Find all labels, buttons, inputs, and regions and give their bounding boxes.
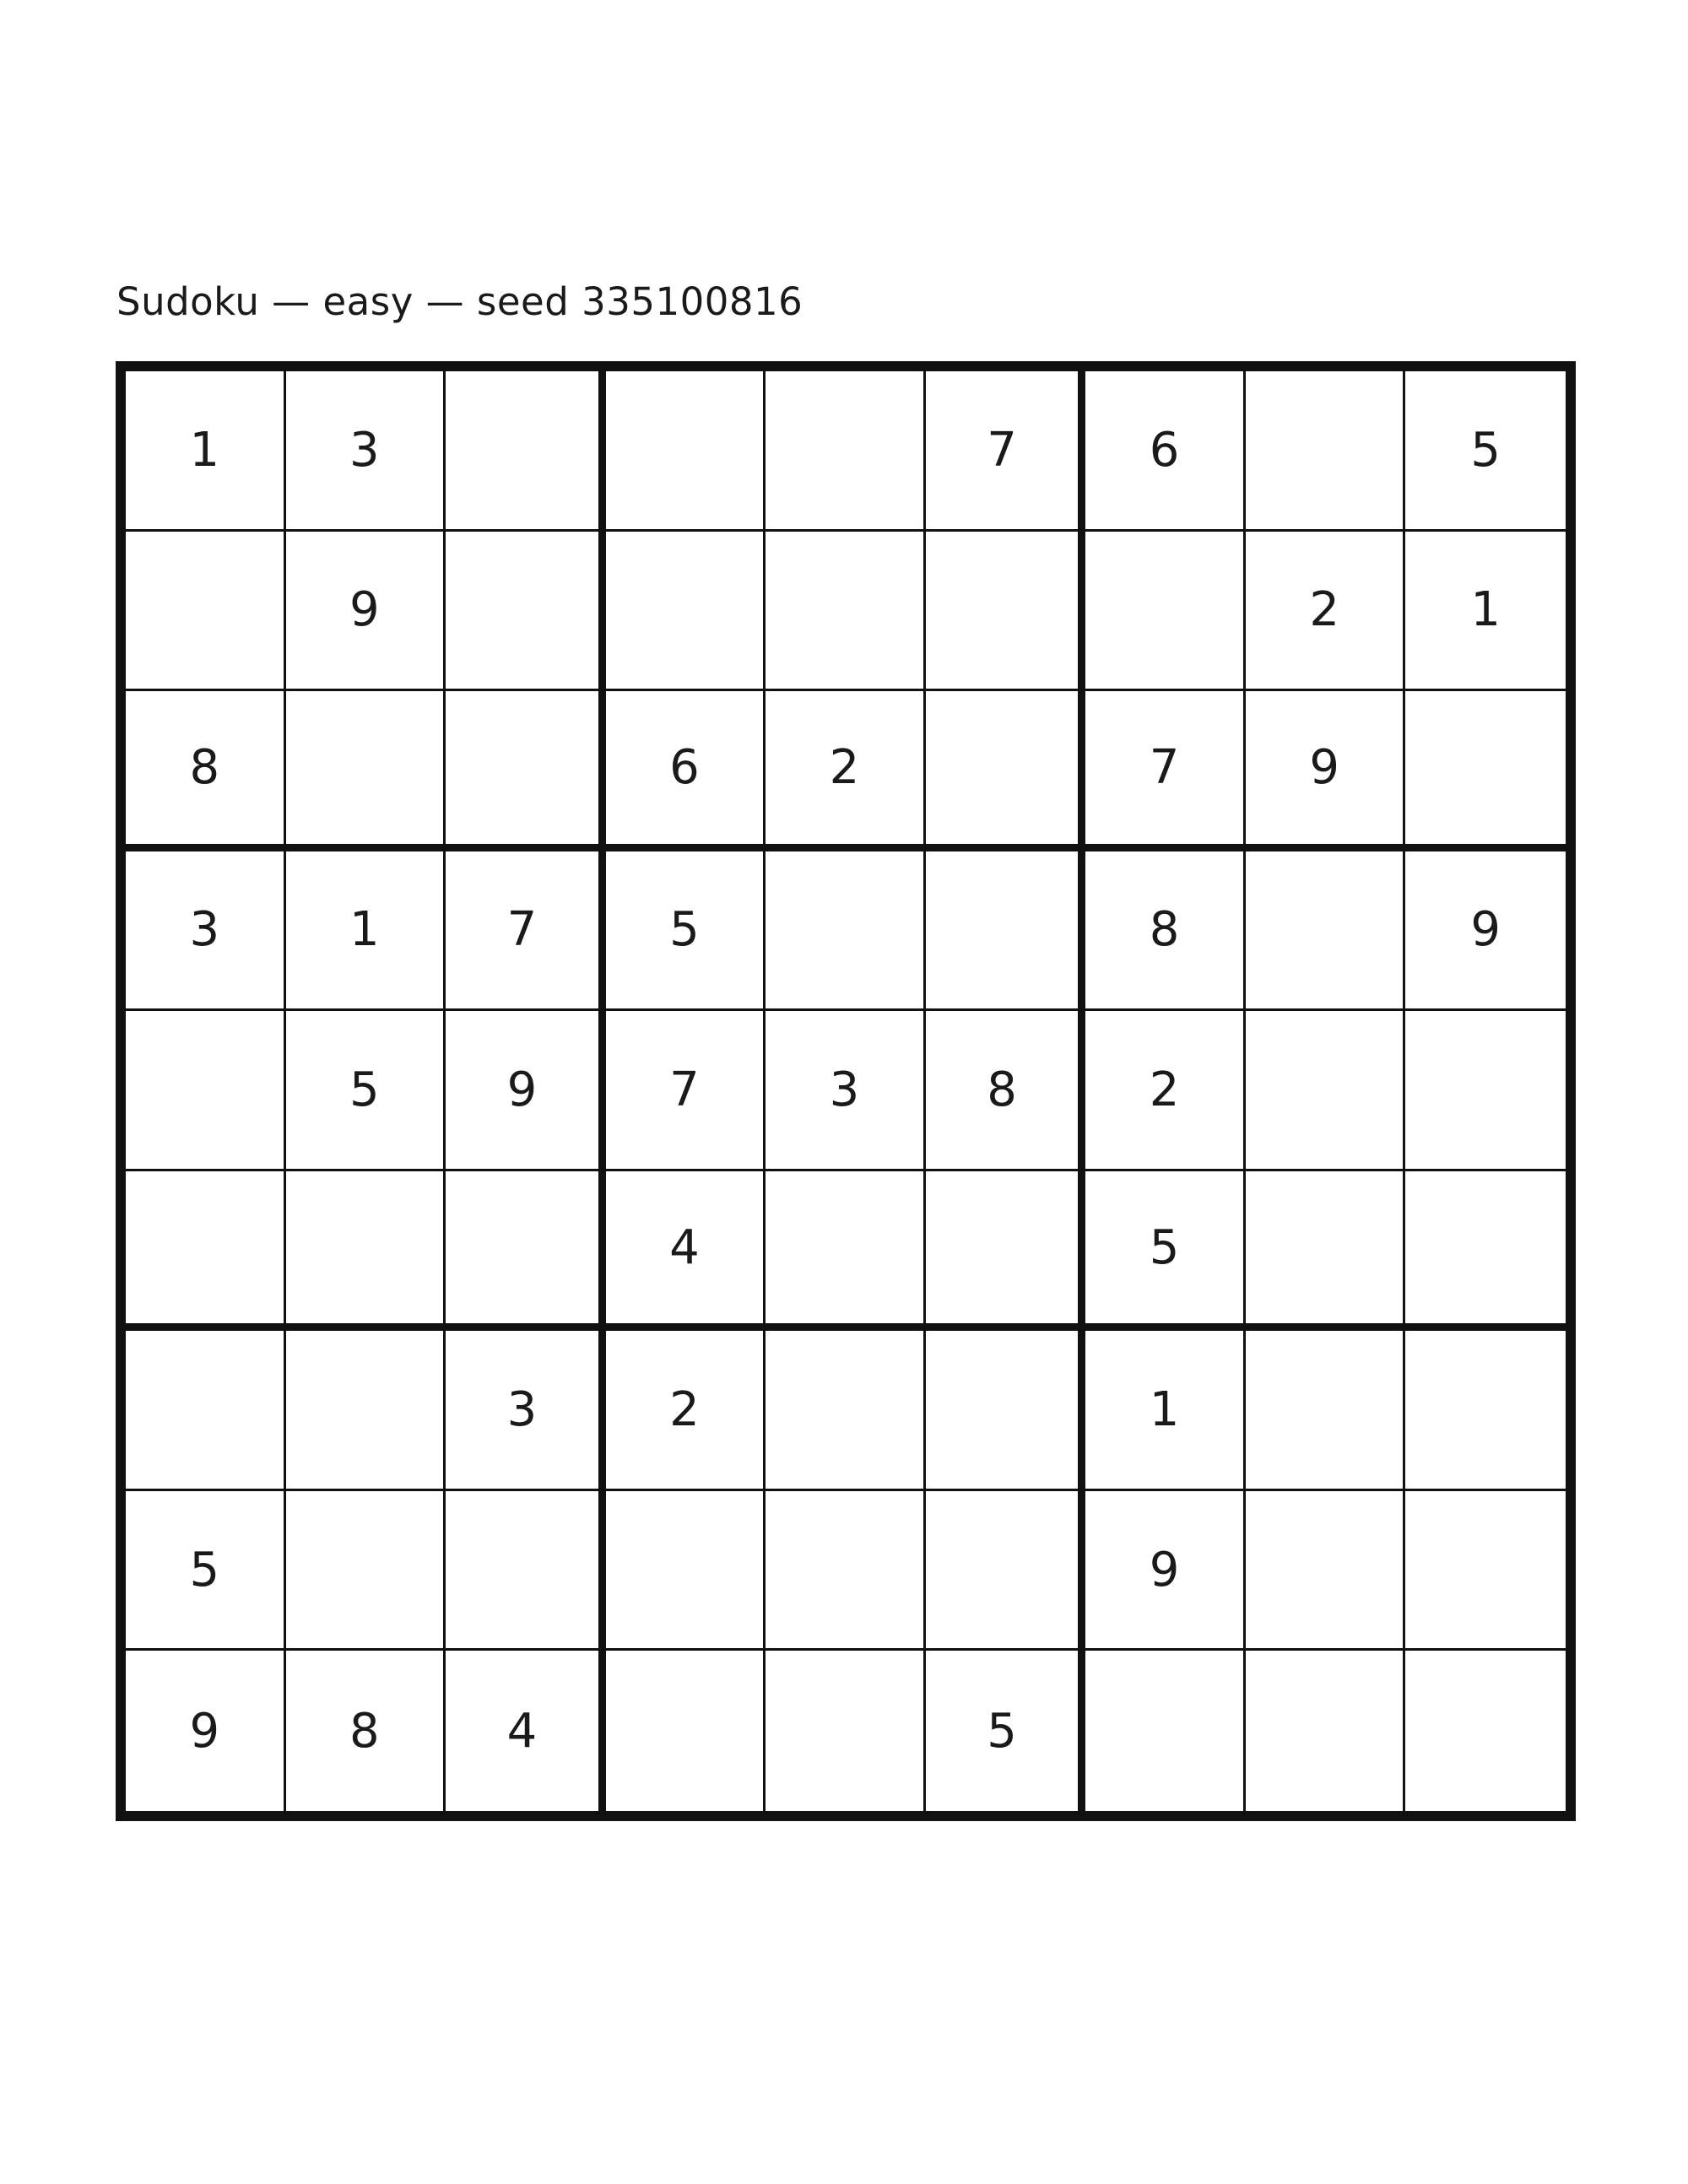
sudoku-cell[interactable]: 7	[926, 371, 1086, 532]
sudoku-cell[interactable]	[766, 532, 926, 692]
sudoku-cell[interactable]	[126, 1011, 286, 1171]
sudoku-cell[interactable]	[1405, 1651, 1566, 1811]
sudoku-cell[interactable]: 7	[446, 851, 606, 1012]
sudoku-cell[interactable]: 3	[126, 851, 286, 1012]
sudoku-cell[interactable]	[926, 1171, 1086, 1332]
sudoku-cell[interactable]	[606, 1651, 766, 1811]
sudoku-cell[interactable]	[1085, 1651, 1246, 1811]
sudoku-cell[interactable]	[126, 532, 286, 692]
sudoku-cell[interactable]: 5	[1085, 1171, 1246, 1332]
sudoku-cell[interactable]: 6	[606, 691, 766, 851]
sudoku-cell[interactable]	[1405, 1331, 1566, 1491]
sudoku-cell[interactable]: 9	[286, 532, 446, 692]
sudoku-cell[interactable]: 5	[926, 1651, 1086, 1811]
sudoku-grid	[116, 361, 1576, 1821]
sudoku-cell[interactable]: 9	[1085, 1491, 1246, 1652]
sudoku-cell[interactable]	[446, 691, 606, 851]
sudoku-cell[interactable]: 3	[766, 1011, 926, 1171]
sudoku-cell[interactable]: 9	[126, 1651, 286, 1811]
sudoku-cell[interactable]: 3	[286, 371, 446, 532]
sudoku-cell[interactable]	[926, 532, 1086, 692]
sudoku-cell[interactable]	[126, 1331, 286, 1491]
sudoku-cell[interactable]	[446, 371, 606, 532]
sudoku-cell[interactable]: 1	[1085, 1331, 1246, 1491]
sudoku-cell[interactable]: 5	[606, 851, 766, 1012]
sudoku-cell[interactable]: 8	[926, 1011, 1086, 1171]
sudoku-cell[interactable]	[286, 691, 446, 851]
sudoku-cell[interactable]: 4	[446, 1651, 606, 1811]
sudoku-cell[interactable]	[1246, 1171, 1406, 1332]
sudoku-cell[interactable]	[766, 371, 926, 532]
sudoku-cell[interactable]	[446, 532, 606, 692]
sudoku-cell[interactable]	[1246, 1331, 1406, 1491]
sudoku-cell[interactable]: 2	[766, 691, 926, 851]
sudoku-cell[interactable]	[926, 851, 1086, 1012]
sudoku-cell[interactable]	[606, 371, 766, 532]
sudoku-cell[interactable]	[926, 691, 1086, 851]
sudoku-cell[interactable]: 1	[286, 851, 446, 1012]
sudoku-cell[interactable]: 8	[1085, 851, 1246, 1012]
sudoku-cell[interactable]	[766, 1171, 926, 1332]
sudoku-cell[interactable]	[766, 1331, 926, 1491]
sudoku-cell[interactable]	[446, 1171, 606, 1332]
sudoku-cell[interactable]	[606, 1491, 766, 1652]
sudoku-cell[interactable]	[1246, 371, 1406, 532]
sudoku-cell[interactable]	[926, 1491, 1086, 1652]
sudoku-cell[interactable]: 2	[1246, 532, 1406, 692]
sudoku-cell[interactable]: 5	[126, 1491, 286, 1652]
sudoku-cell[interactable]: 9	[446, 1011, 606, 1171]
sudoku-cell[interactable]: 3	[446, 1331, 606, 1491]
sudoku-cell[interactable]	[1246, 1491, 1406, 1652]
sudoku-cell[interactable]	[1246, 851, 1406, 1012]
sudoku-cell[interactable]	[446, 1491, 606, 1652]
sudoku-cell[interactable]	[606, 532, 766, 692]
sudoku-cell[interactable]: 7	[1085, 691, 1246, 851]
sudoku-cell[interactable]: 2	[1085, 1011, 1246, 1171]
sudoku-cell[interactable]: 2	[606, 1331, 766, 1491]
sudoku-cell[interactable]: 7	[606, 1011, 766, 1171]
sudoku-cell[interactable]	[1405, 1491, 1566, 1652]
page-title: Sudoku — easy — seed 335100816	[116, 279, 803, 324]
sudoku-cell[interactable]	[126, 1171, 286, 1332]
sudoku-cell[interactable]: 5	[1405, 371, 1566, 532]
sudoku-cell[interactable]: 8	[286, 1651, 446, 1811]
sudoku-cell[interactable]: 1	[126, 371, 286, 532]
sudoku-cell[interactable]	[1085, 532, 1246, 692]
sudoku-cell[interactable]	[766, 851, 926, 1012]
sudoku-cell[interactable]	[1405, 1171, 1566, 1332]
sudoku-cell[interactable]	[766, 1491, 926, 1652]
sudoku-cell[interactable]: 9	[1405, 851, 1566, 1012]
sudoku-cell[interactable]	[286, 1331, 446, 1491]
sudoku-cell[interactable]: 5	[286, 1011, 446, 1171]
sudoku-cell[interactable]: 9	[1246, 691, 1406, 851]
sudoku-cell[interactable]	[1246, 1651, 1406, 1811]
sudoku-cell[interactable]	[1246, 1011, 1406, 1171]
sudoku-cell[interactable]	[926, 1331, 1086, 1491]
sudoku-cell[interactable]: 6	[1085, 371, 1246, 532]
sudoku-cell[interactable]: 4	[606, 1171, 766, 1332]
sudoku-cell[interactable]	[286, 1171, 446, 1332]
sudoku-cell[interactable]: 1	[1405, 532, 1566, 692]
sudoku-cell[interactable]: 8	[126, 691, 286, 851]
sudoku-cell[interactable]	[766, 1651, 926, 1811]
sudoku-cell[interactable]	[286, 1491, 446, 1652]
sudoku-cell[interactable]	[1405, 1011, 1566, 1171]
sudoku-cell[interactable]	[1405, 691, 1566, 851]
